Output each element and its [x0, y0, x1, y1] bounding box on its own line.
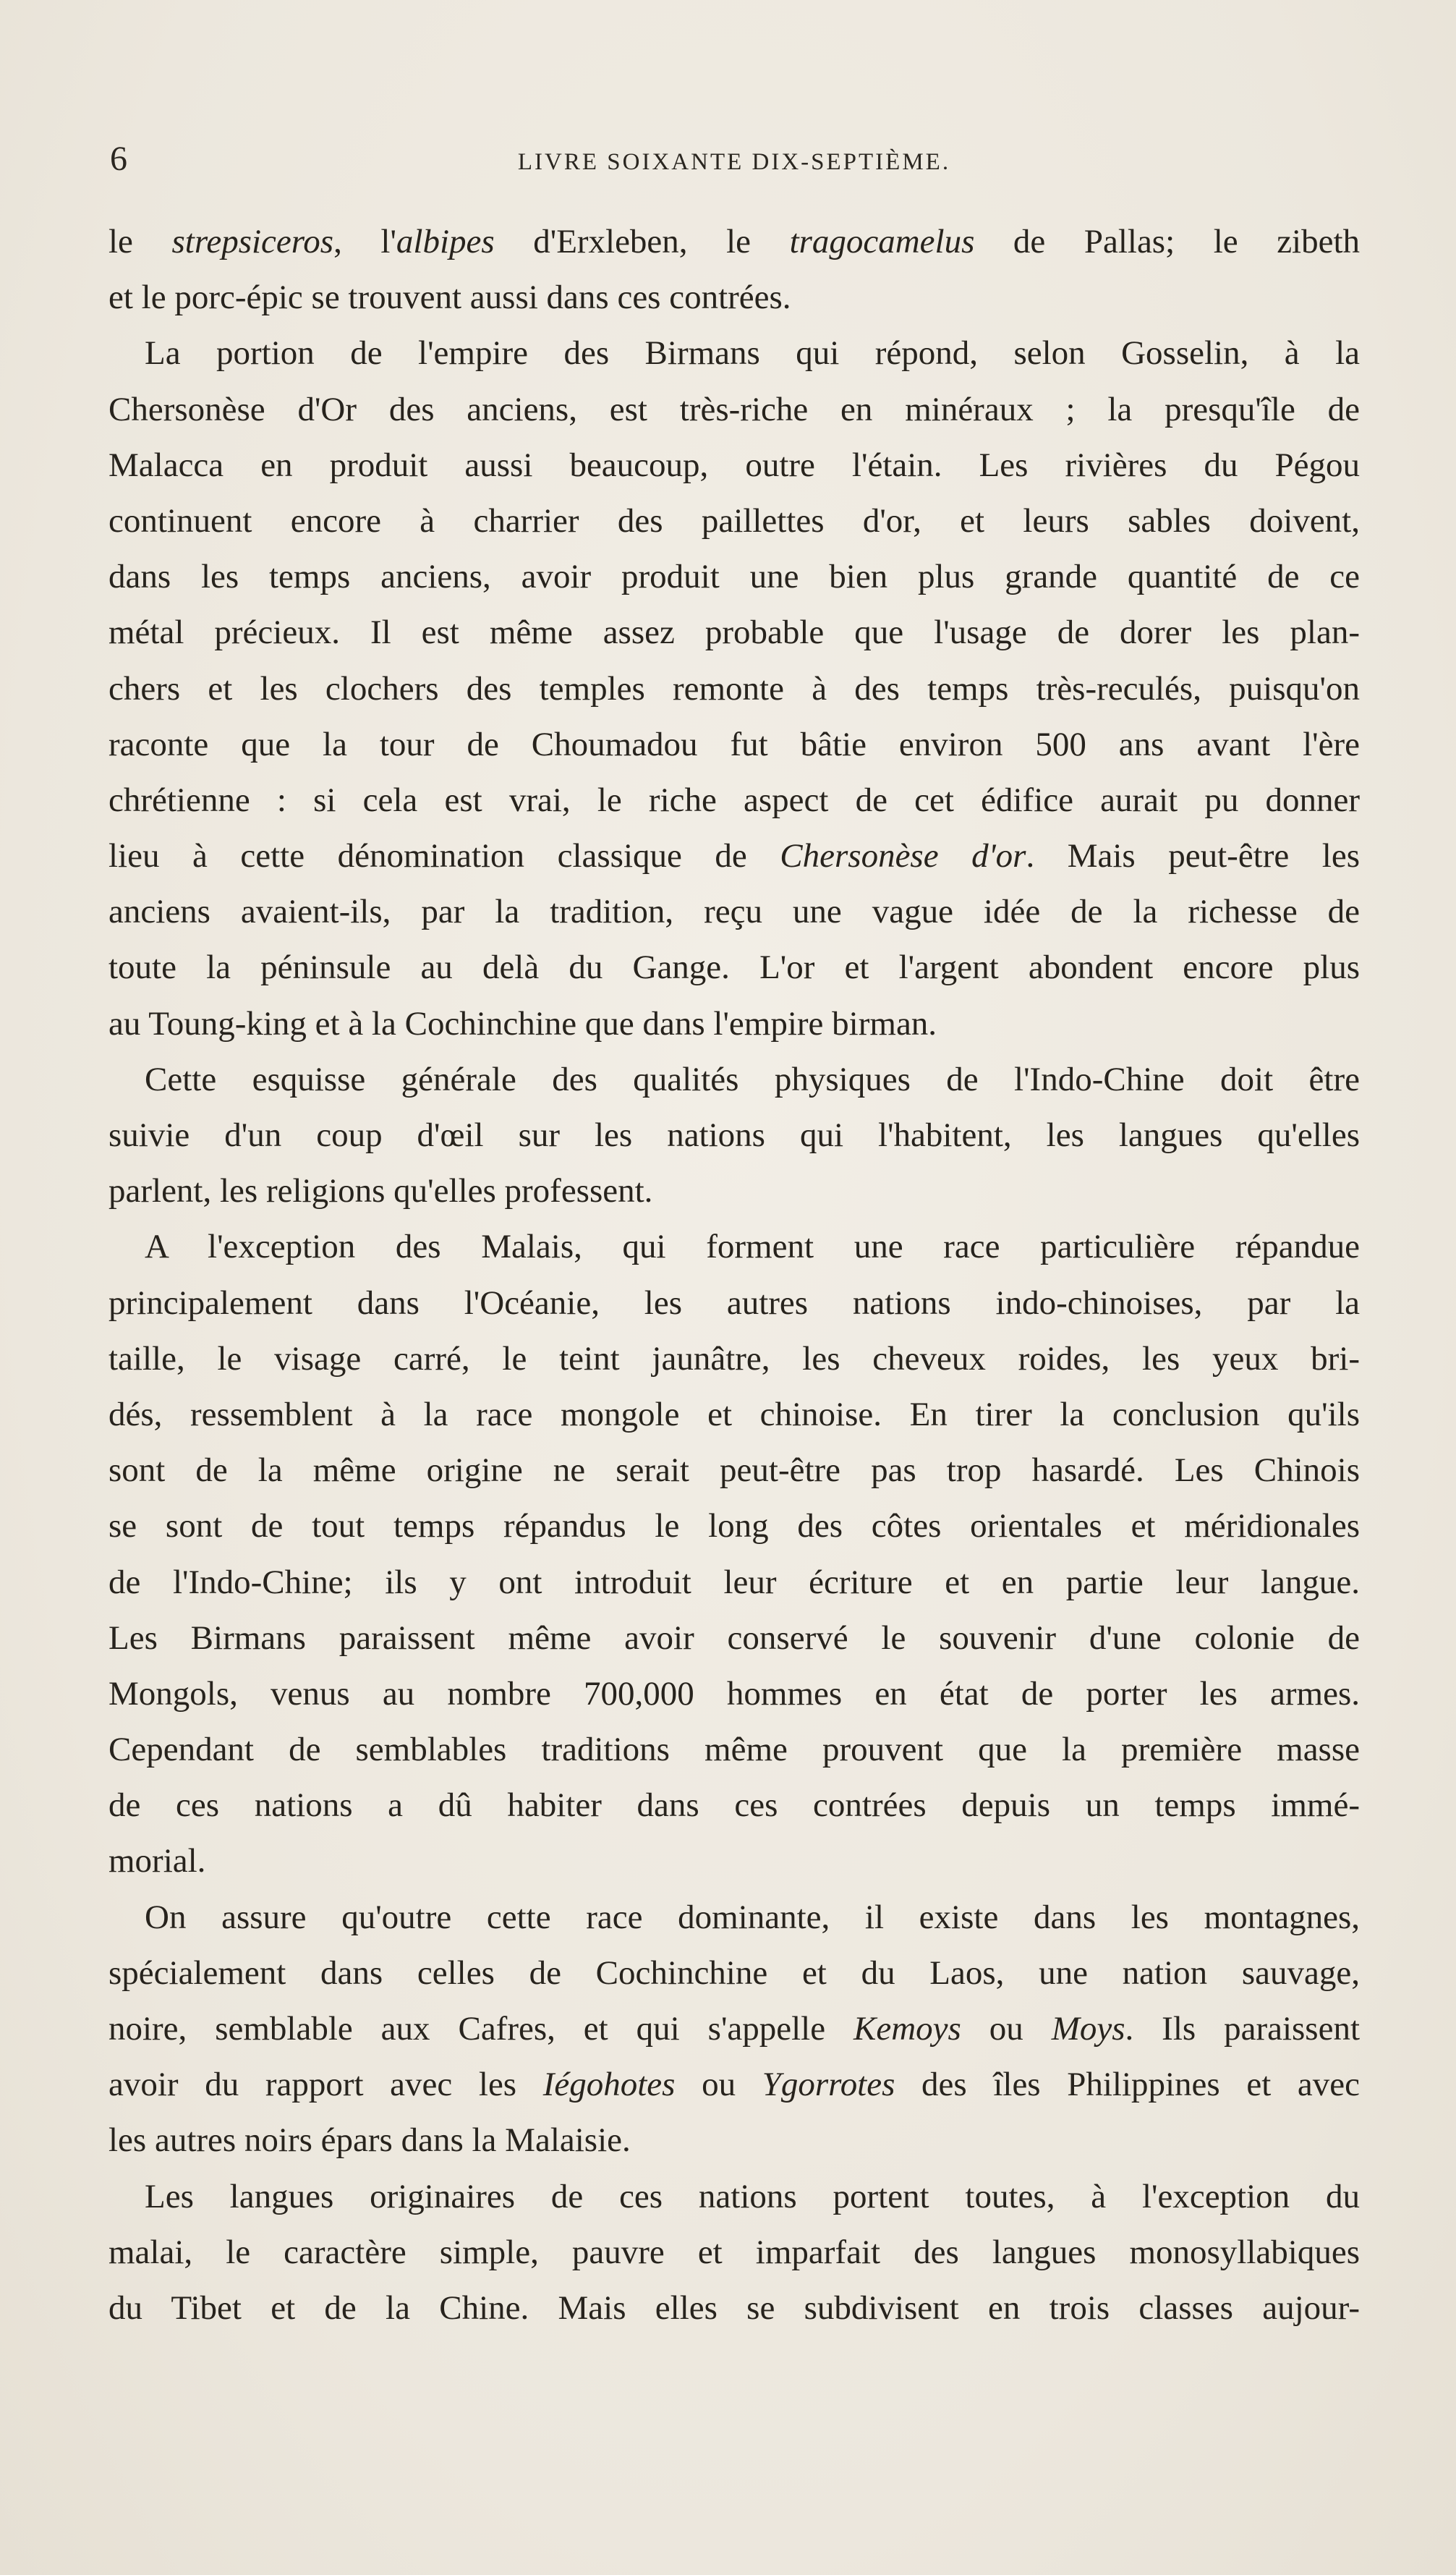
text-segment: spécialement dans celles de Cochinchine et du Laos, une nation sauvage,: [108, 1953, 1360, 1992]
text-line: [108, 1498, 1360, 1554]
text-segment: métal précieux. Il est même assez probable que l'usage de dorer les plan-: [108, 614, 1360, 652]
text-line: [108, 1722, 1360, 1778]
text-segment: Chersonèse d'Or des anciens, est très-riche en minéraux ; la presqu'île de: [108, 390, 1360, 428]
text-line: [108, 2281, 1360, 2336]
text-segment: . Mais peut-être les: [1026, 837, 1360, 875]
italic-term: tragocamelus: [789, 223, 975, 260]
text-line: [108, 438, 1360, 493]
text-line: [108, 1890, 1360, 1946]
text-segment: du Tibet et de la Chine. Mais elles se subdivisent en trois classes aujour-: [108, 2288, 1360, 2327]
text-segment: sont de la même origine ne serait peut-être pas trop hasardé. Les Chinois: [108, 1451, 1360, 1490]
text-segment: principalement dans l'Océanie, les autres nations indo-chinoises, par la: [108, 1284, 1360, 1322]
text-line: [108, 717, 1360, 773]
text-line: [108, 326, 1360, 381]
text-line: [108, 2225, 1360, 2281]
text-line: [108, 1387, 1360, 1443]
italic-term: albipes: [396, 223, 495, 260]
text-segment: ou: [961, 2010, 1052, 2048]
italic-term: Kemoys: [853, 2010, 961, 2048]
text-segment: des îles Philippines et avec: [895, 2066, 1360, 2104]
page-number: 6: [110, 140, 127, 178]
text-segment: le: [108, 223, 172, 260]
text-line: [108, 1108, 1360, 1163]
text-segment: anciens avaient-ils, par la tradition, reçu une vague idée de la richesse de: [108, 893, 1360, 931]
text-segment: Cette esquisse générale des qualités physiques de l'Indo-Chine doit être: [145, 1060, 1360, 1098]
text-line: [108, 996, 1360, 1052]
text-line: [108, 214, 1360, 270]
text-segment: suivie d'un coup d'œil sur les nations qui l'habitent, les langues qu'elles: [108, 1116, 1360, 1154]
text-segment: , l': [333, 223, 396, 260]
text-line: [108, 2057, 1360, 2113]
text-segment: taille, le visage carré, le teint jaunâtre, les cheveux roides, les yeux bri-: [108, 1339, 1360, 1378]
text-line: [108, 884, 1360, 940]
text-segment: raconte que la tour de Choumadou fut bâtie environ 500 ans avant l'ère: [108, 725, 1360, 763]
text-segment: dés, ressemblent à la race mongole et chinoise. En tirer la conclusion qu'ils: [108, 1395, 1360, 1433]
text-line: [108, 382, 1360, 438]
text-segment: noire, semblable aux Cafres, et qui s'appelle: [108, 2010, 854, 2048]
text-line: [108, 940, 1360, 996]
text-segment: ou: [675, 2066, 762, 2104]
text-segment: A l'exception des Malais, qui forment une race particulière répandue: [145, 1228, 1360, 1266]
text-segment: se sont de tout temps répandus le long des côtes orientales et méridionales: [108, 1507, 1360, 1545]
italic-term: Moys: [1051, 2010, 1125, 2048]
page-header: [108, 142, 1360, 185]
text-segment: morial.: [108, 1842, 206, 1880]
text-segment: toute la péninsule au delà du Gange. L'or et l'argent abondent encore plus: [108, 949, 1360, 987]
text-line: [108, 828, 1360, 884]
text-line: [108, 1555, 1360, 1611]
text-segment: les autres noirs épars dans la Malaisie.: [108, 2121, 631, 2160]
text-line: [108, 1666, 1360, 1722]
text-segment: de ces nations a dû habiter dans ces contrées depuis un temps immé-: [108, 1786, 1360, 1825]
text-line: [108, 605, 1360, 661]
text-segment: lieu à cette dénomination classique de: [108, 837, 780, 875]
text-line: [108, 1163, 1360, 1219]
text-line: [108, 661, 1360, 717]
text-segment: . Ils paraissent: [1125, 2010, 1360, 2048]
text-line: [108, 1611, 1360, 1666]
text-line: [108, 549, 1360, 605]
text-line: [108, 493, 1360, 549]
text-line: [108, 2113, 1360, 2168]
text-segment: Malacca en produit aussi beaucoup, outre l'étain. Les rivières du Pégou: [108, 446, 1360, 484]
text-line: [108, 1946, 1360, 2001]
text-line: [108, 1219, 1360, 1275]
text-line: [108, 1778, 1360, 1833]
text-line: [108, 773, 1360, 828]
text-line: [108, 2001, 1360, 2057]
text-segment: chers et les clochers des temples remonte à des temps très-reculés, puisqu'on: [108, 669, 1360, 708]
body-text: [108, 214, 1360, 2336]
text-line: [108, 1052, 1360, 1108]
text-segment: Cependant de semblables traditions même prouvent que la première masse: [108, 1731, 1360, 1769]
text-segment: parlent, les religions qu'elles professent.: [108, 1172, 653, 1210]
text-line: [108, 1443, 1360, 1498]
text-segment: La portion de l'empire des Birmans qui répond, selon Gosselin, à la: [145, 334, 1360, 373]
text-segment: d'Erxleben, le: [494, 223, 790, 260]
text-segment: chrétienne : si cela est vrai, le riche aspect de cet édifice aurait pu donner: [108, 781, 1360, 819]
text-segment: Les Birmans paraissent même avoir conservé le souvenir d'une colonie de: [108, 1619, 1360, 1657]
text-line: [108, 270, 1360, 326]
text-segment: Les langues originaires de ces nations portent toutes, à l'exception du: [145, 2177, 1360, 2215]
italic-term: Chersonèse d'or: [780, 837, 1026, 875]
text-segment: de l'Indo-Chine; ils y ont introduit leur écriture et en partie leur langue.: [108, 1563, 1360, 1601]
text-segment: continuent encore à charrier des paillettes d'or, et leurs sables doivent,: [108, 501, 1360, 540]
text-line: [108, 1276, 1360, 1331]
text-segment: de Pallas; le zibeth: [974, 223, 1360, 260]
text-segment: au Toung-king et à la Cochinchine que dans l'empire birman.: [108, 1004, 937, 1043]
text-segment: malai, le caractère simple, pauvre et imparfait des langues monosyllabiques: [108, 2233, 1360, 2271]
text-line: [108, 1833, 1360, 1889]
text-segment: On assure qu'outre cette race dominante, il existe dans les montagnes,: [145, 1898, 1360, 1936]
running-head: LIVRE SOIXANTE DIX-SEPTIÈME.: [517, 149, 951, 175]
text-line: [108, 2169, 1360, 2225]
text-segment: Mongols, venus au nombre 700,000 hommes en état de porter les armes.: [108, 1674, 1360, 1713]
italic-term: Iégohotes: [542, 2066, 676, 2104]
italic-term: strepsiceros: [171, 223, 334, 260]
text-segment: et le porc-épic se trouvent aussi dans ces contrées.: [108, 279, 791, 317]
text-segment: dans les temps anciens, avoir produit une bien plus grande quantité de ce: [108, 558, 1360, 596]
text-segment: avoir du rapport avec les: [108, 2066, 543, 2104]
text-line: [108, 1331, 1360, 1387]
italic-term: Ygorrotes: [762, 2066, 895, 2104]
